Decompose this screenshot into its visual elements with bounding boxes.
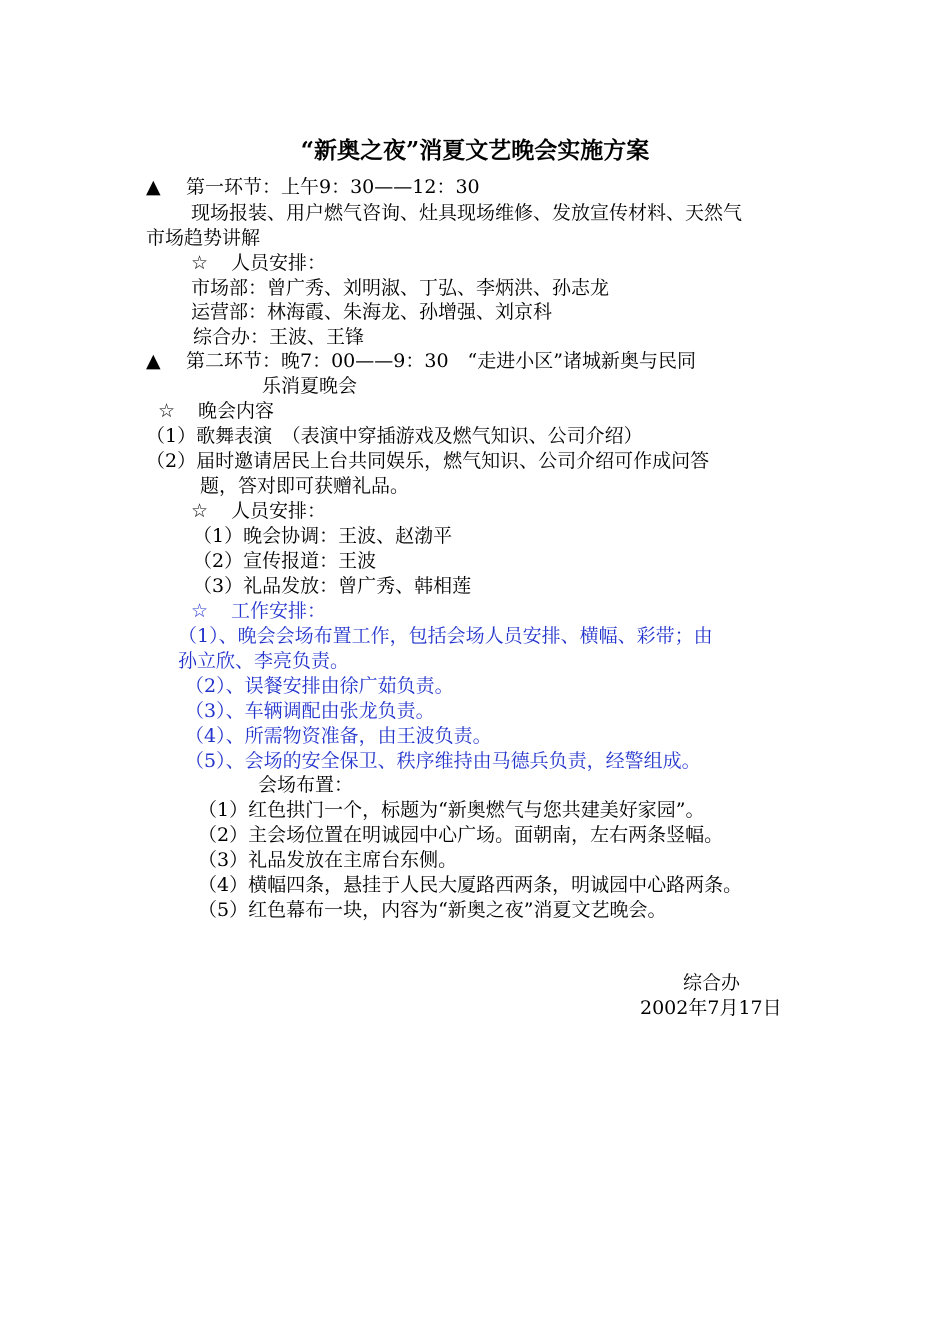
section1-market-staff: 市场部：曾广秀、刘明淑、丁弘、李炳洪、孙志龙 — [191, 277, 610, 299]
work-item: （1）、晚会会场布置工作，包括会场人员安排、横幅、彩带；由 — [178, 625, 713, 647]
star-icon: ☆ — [191, 600, 209, 622]
star-icon: ☆ — [191, 252, 209, 274]
content-heading — [158, 399, 274, 423]
work-heading — [191, 599, 326, 623]
section1-office-staff: 综合办：王波、王锋 — [193, 326, 365, 348]
work-item: （5）、会场的安全保卫、秩序维持由马德兵负责，经警组成。 — [185, 750, 701, 772]
staff-item: （3）礼品发放：曾广秀、韩相莲 — [193, 575, 472, 597]
section2-heading — [146, 349, 696, 373]
section2-staff-heading — [191, 499, 326, 523]
work-item: （3）、车辆调配由张龙负责。 — [185, 700, 435, 722]
staff-item: （1）晚会协调：王波、赵渤平 — [193, 525, 453, 547]
section1-desc-line1: 现场报装、用户燃气咨询、灶具现场维修、发放宣传材料、天然气 — [191, 202, 743, 224]
section2-heading-text: 第二环节：晚7：00——9：30 “走进小区”诸城新奥与民同 — [186, 350, 696, 372]
venue-item: （4）横幅四条，悬挂于人民大厦路西两条，明诚园中心路两条。 — [198, 874, 743, 896]
content-item-continued: 题，答对即可获赠礼品。 — [200, 475, 410, 497]
section1-heading — [146, 175, 480, 199]
work-heading-text: 工作安排： — [231, 600, 327, 622]
content-item: （2）届时邀请居民上台共同娱乐，燃气知识、公司介绍可作成问答 — [146, 450, 710, 472]
content-heading-text: 晚会内容 — [198, 400, 275, 422]
section2-heading-line2: 乐消夏晚会 — [262, 375, 358, 397]
staff-item: （2）宣传报道：王波 — [193, 550, 377, 572]
section1-staff-heading-text: 人员安排： — [231, 252, 327, 274]
venue-item: （3）礼品发放在主席台东侧。 — [198, 849, 458, 871]
document-title: “新奥之夜”消夏文艺晚会实施方案 — [300, 137, 650, 164]
star-icon: ☆ — [191, 500, 209, 522]
venue-item: （5）红色幕布一块，内容为“新奥之夜”消夏文艺晚会。 — [198, 899, 667, 921]
content-item: （1）歌舞表演 （表演中穿插游戏及燃气知识、公司介绍） — [146, 425, 643, 447]
venue-item: （2）主会场位置在明诚园中心广场。面朝南，左右两条竖幅。 — [198, 824, 724, 846]
signature-org: 综合办 — [683, 972, 741, 994]
venue-item: （1）红色拱门一个，标题为“新奥燃气与您共建美好家园”。 — [198, 799, 705, 821]
section1-heading-text: 第一环节：上午9：30——12：30 — [186, 176, 480, 198]
work-item: （4）、所需物资准备，由王波负责。 — [185, 725, 492, 747]
triangle-icon: ▲ — [146, 176, 161, 198]
triangle-icon: ▲ — [146, 350, 161, 372]
section1-operations-staff: 运营部：林海霞、朱海龙、孙增强、刘京科 — [191, 301, 553, 323]
work-item-continued: 孙立欣、李亮负责。 — [178, 650, 350, 672]
section1-staff-heading — [191, 251, 326, 275]
star-icon: ☆ — [158, 400, 176, 422]
venue-heading: 会场布置： — [258, 774, 354, 796]
section2-staff-heading-text: 人员安排： — [231, 500, 327, 522]
section1-desc-line2: 市场趋势讲解 — [146, 227, 261, 249]
signature-date: 2002年7月17日 — [640, 997, 782, 1019]
work-item: （2）、误餐安排由徐广茹负责。 — [185, 675, 454, 697]
